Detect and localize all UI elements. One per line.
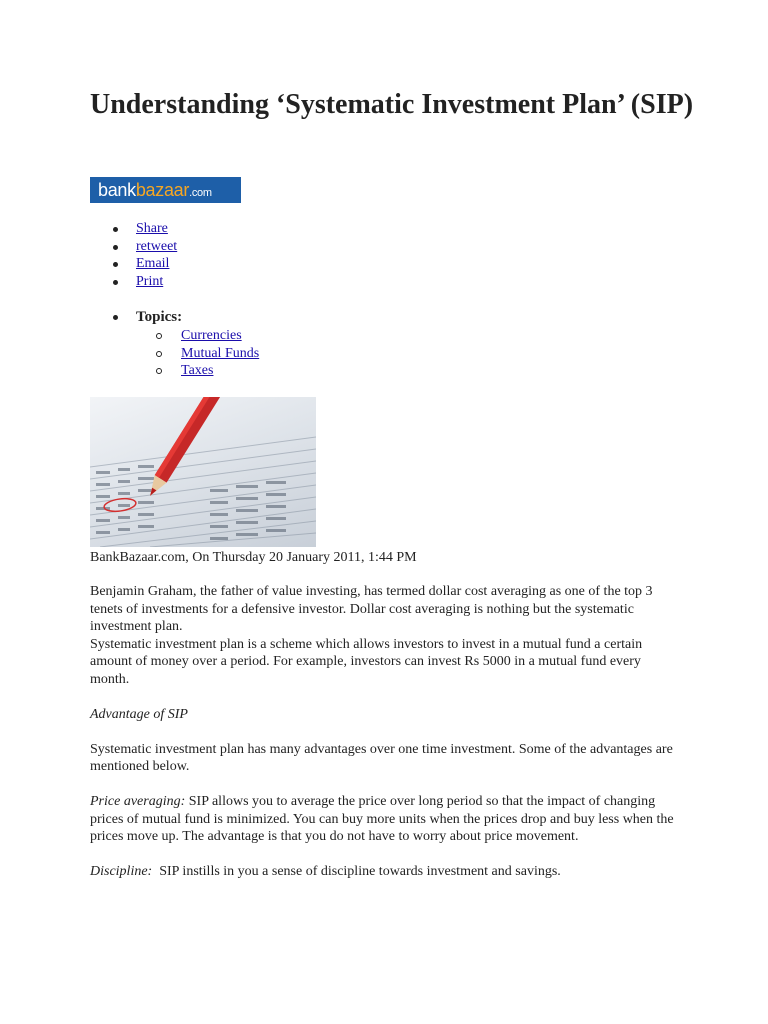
list-item [90, 345, 259, 363]
paragraph-definition: Systematic investment plan is a scheme which allows investors to invest in a mutual fund a certain amount of money over a period. For example, investors can invest Rs 5000 in a mutual fund every month. [90, 636, 643, 687]
price-averaging-text: SIP allows you to average the price over long period so that the impact of changing prices of mutual fund is minimized. You can buy more units when the prices drop and buy less when the prices move up. The advantage is that you do not have to worry about price movement. [90, 794, 674, 844]
share-actions-list [90, 220, 177, 290]
logo-text-com: .com [189, 187, 212, 199]
article-body [90, 583, 680, 881]
topic-link-mutual-funds[interactable]: Mutual Funds [181, 345, 260, 361]
logo-text-bazaar: bazaar [135, 180, 190, 200]
article-dateline: BankBazaar.com, On Thursday 20 January 2011, 1:44 PM [90, 550, 417, 565]
list-item [90, 362, 259, 380]
discipline-text: SIP instills in you a sense of discipline towards investment and savings. [152, 864, 561, 879]
pencil-on-spreadsheet-illustration [90, 397, 316, 547]
print-link[interactable]: Print [136, 273, 164, 289]
discipline-label: Discipline: [90, 864, 153, 879]
advantage-heading [90, 706, 680, 724]
article-title: Understanding ‘Systematic Investment Plan’ (SIP) [90, 89, 694, 120]
logo-text-bank: bank [98, 180, 136, 200]
list-item [90, 255, 177, 273]
topics-list [90, 327, 259, 380]
list-item [90, 220, 177, 238]
topics-label: Topics: [90, 307, 259, 327]
paragraph-advantages: Systematic investment plan has many advantages over one time investment. Some of the advantages are mentioned below. [90, 741, 673, 774]
paragraph-price-averaging [90, 793, 680, 846]
list-item [90, 327, 259, 345]
paragraph-discipline [90, 863, 680, 881]
bankbazaar-logo[interactable] [90, 177, 241, 203]
article-photo [90, 397, 316, 547]
list-item [90, 238, 177, 256]
list-item [90, 273, 177, 291]
price-averaging-label: Price averaging: [90, 794, 186, 809]
paragraph-intro: Benjamin Graham, the father of value investing, has termed dollar cost averaging as one of the top 3 tenets of investments for a defensive investor. Dollar cost averaging is nothing but the systematic investment plan. [90, 584, 653, 634]
topics-section [90, 307, 259, 380]
share-link[interactable]: Share [136, 221, 168, 236]
advantage-heading-text: Advantage of SIP [90, 706, 188, 722]
topic-link-taxes[interactable]: Taxes [181, 363, 214, 378]
retweet-link[interactable]: retweet [136, 238, 178, 254]
email-link[interactable]: Email [136, 256, 170, 271]
topic-link-currencies[interactable]: Currencies [181, 328, 242, 343]
